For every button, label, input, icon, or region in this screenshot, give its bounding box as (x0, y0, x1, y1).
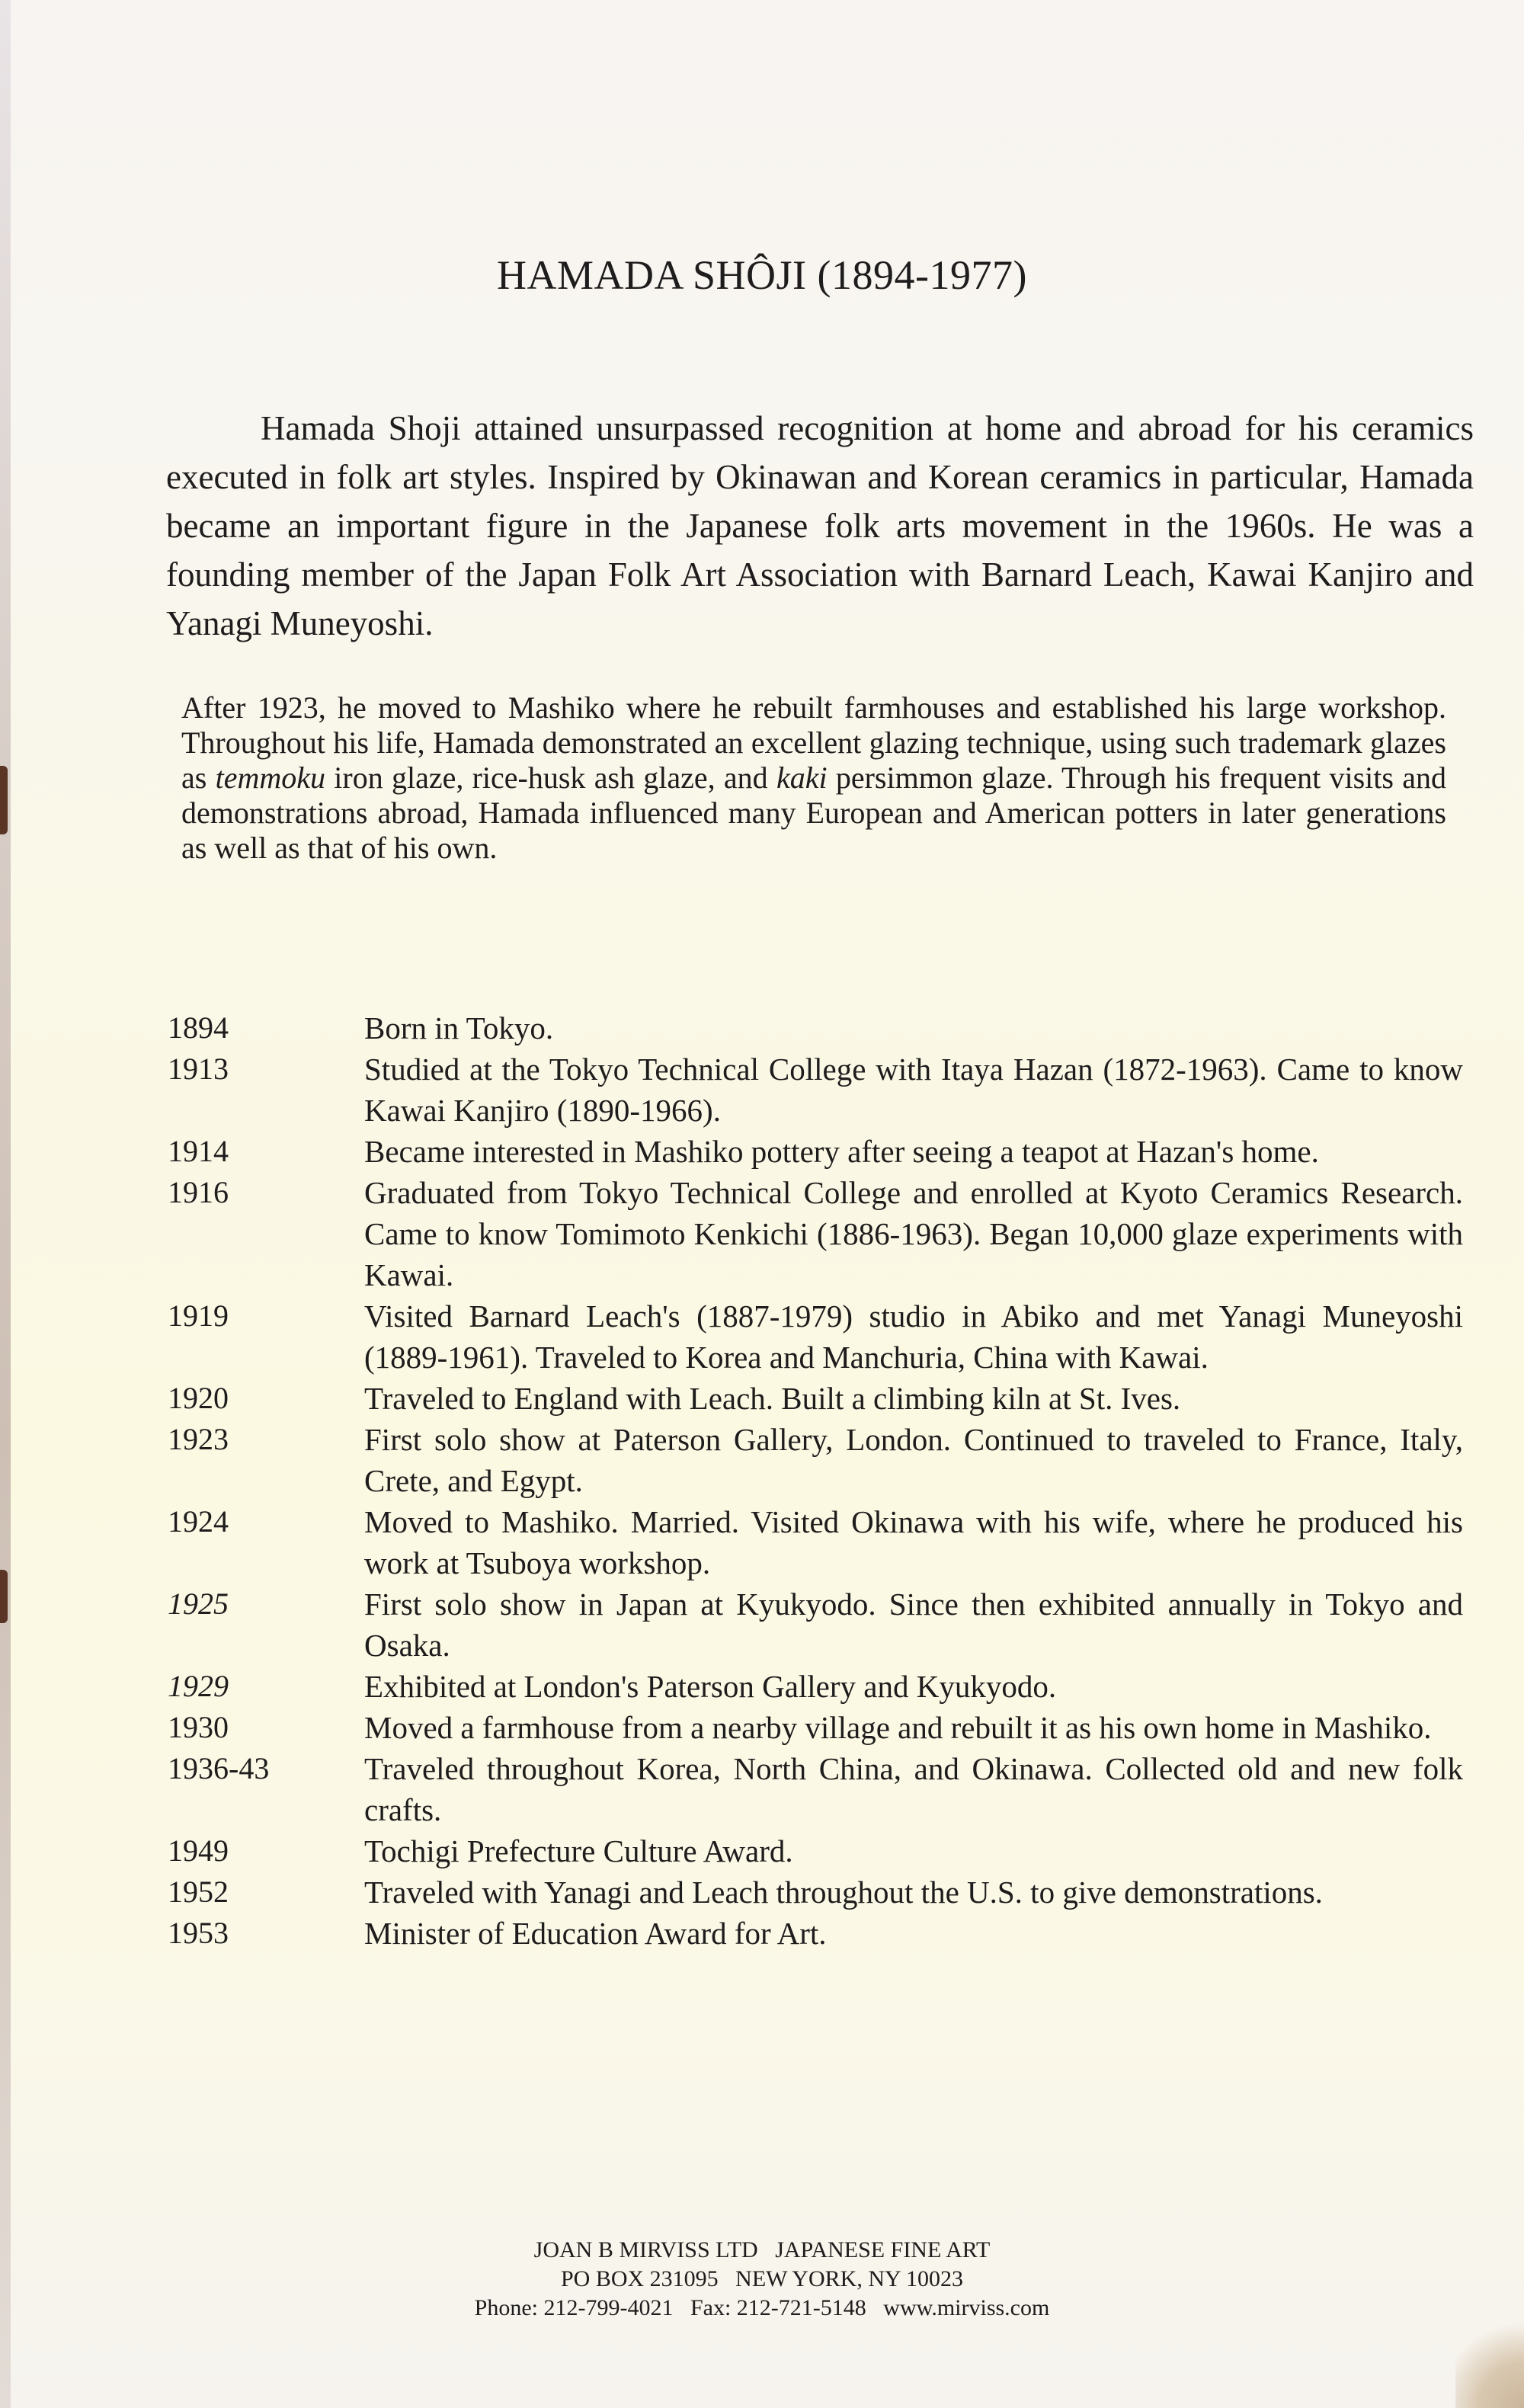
chronology-row (168, 1419, 1463, 1501)
chronology-year: 1894 (168, 1010, 229, 1045)
chronology-event: Tochigi Prefecture Culture Award. (364, 1833, 793, 1868)
binding-mark (0, 766, 8, 834)
chronology-event: Became interested in Mashiko pottery after seeing a teapot at Hazan's home. (364, 1134, 1319, 1169)
chronology-event: Born in Tokyo. (364, 1010, 554, 1045)
chronology-year: 1936-43 (168, 1751, 270, 1785)
chronology-year: 1930 (168, 1710, 229, 1744)
chronology-row (168, 1131, 1463, 1172)
chronology-year: 1916 (168, 1175, 229, 1209)
chronology-year: 1925 (168, 1587, 229, 1621)
chronology-event: Minister of Education Award for Art. (364, 1916, 827, 1951)
chronology-year: 1923 (168, 1422, 229, 1456)
glaze-term-temmoku: temmoku (215, 761, 325, 795)
second-paragraph-text: After 1923, he moved to Mashiko where he rebuilt farmhouses and established his large workshop. Throughout his life, Hamada demonstrated an excellent glazing technique, using such trademark glazes as (181, 690, 1446, 795)
second-paragraph-text: iron glaze, rice-husk ash glaze, and (325, 761, 776, 795)
second-paragraph-text: persimmon glaze. Through his frequent visits and demonstrations abroad, Hamada influenced many European and American potters in later generations as well as that of his own. (181, 761, 1446, 865)
chronology-year: 1949 (168, 1833, 229, 1868)
gallery-footer (0, 2236, 1524, 2323)
chronology-row (168, 1913, 1463, 1954)
chronology-row (168, 1007, 1463, 1049)
binding-mark (0, 1570, 8, 1623)
page-left-edge (0, 0, 11, 2408)
chronology-event: Traveled with Yanagi and Leach throughout the U.S. to give demonstrations. (364, 1875, 1323, 1910)
chronology-row (168, 1830, 1463, 1872)
chronology-event: Traveled to England with Leach. Built a climbing kiln at St. Ives. (364, 1381, 1181, 1416)
chronology-event: Traveled throughout Korea, North China, and Okinawa. Collected old and new folk crafts. (364, 1751, 1463, 1827)
chronology-year: 1914 (168, 1134, 229, 1168)
chronology-row (168, 1295, 1463, 1378)
chronology-event: Studied at the Tokyo Technical College with Itaya Hazan (1872-1963). Came to know Kawai Kanjiro (1890-1966). (364, 1052, 1463, 1128)
footer-gallery-name: JOAN B MIRVISS LTD JAPANESE FINE ART (533, 2237, 991, 2262)
chronology-event: Moved to Mashiko. Married. Visited Okinawa with his wife, where he produced his work at Tsuboya workshop. (364, 1504, 1463, 1580)
chronology-row (168, 1501, 1463, 1583)
chronology-row (168, 1583, 1463, 1666)
chronology-row (168, 1707, 1463, 1748)
chronology-event: Graduated from Tokyo Technical College and enrolled at Kyoto Ceramics Research. Came to know Tomimoto Kenkichi (1886-1963). Began 10,000 glaze experiments with Kawai. (364, 1175, 1463, 1292)
chronology-year: 1924 (168, 1504, 229, 1539)
chronology-row (168, 1172, 1463, 1295)
second-paragraph (181, 690, 1446, 866)
chronology-event: Exhibited at London's Paterson Gallery and Kyukyodo. (364, 1669, 1057, 1704)
chronology-event: Visited Barnard Leach's (1887-1979) studio in Abiko and met Yanagi Muneyoshi (1889-1961). Traveled to Korea and Manchuria, China with Kawai. (364, 1298, 1463, 1375)
chronology-year: 1920 (168, 1381, 229, 1415)
chronology-row (168, 1378, 1463, 1419)
chronology-row (168, 1872, 1463, 1913)
chronology-list (168, 1007, 1463, 1954)
page-corner-wear (1455, 2317, 1524, 2408)
chronology-year: 1919 (168, 1298, 229, 1333)
chronology-row (168, 1748, 1463, 1830)
footer-address: PO BOX 231095 NEW YORK, NY 10023 (560, 2266, 964, 2291)
chronology-event: First solo show at Paterson Gallery, London. Continued to traveled to France, Italy, Crete, and Egypt. (364, 1422, 1463, 1498)
chronology-event: First solo show in Japan at Kyukyodo. Since then exhibited annually in Tokyo and Osaka. (364, 1587, 1463, 1663)
chronology-year: 1952 (168, 1875, 229, 1909)
chronology-year: 1929 (168, 1669, 229, 1703)
chronology-year: 1953 (168, 1916, 229, 1950)
intro-paragraph: Hamada Shoji attained unsurpassed recognition at home and abroad for his ceramics executed in folk art styles. Inspired by Okinawan and Korean ceramics in particular, Hamada became an important figure in the Japanese folk arts movement in the 1960s. He was a founding member of the Japan Folk Art Association with Barnard Leach, Kawai Kanjiro and Yanagi Muneyoshi. (166, 409, 1474, 642)
chronology-event: Moved a farmhouse from a nearby village and rebuilt it as his own home in Mashiko. (364, 1710, 1432, 1745)
footer-contact: Phone: 212-799-4021 Fax: 212-721-5148 www.mirviss.com (474, 2295, 1050, 2320)
glaze-term-kaki: kaki (776, 761, 828, 795)
chronology-year: 1913 (168, 1052, 229, 1086)
chronology-row (168, 1666, 1463, 1707)
chronology-row (168, 1049, 1463, 1131)
page-title: HAMADA SHÔJI (1894-1977) (497, 252, 1027, 298)
